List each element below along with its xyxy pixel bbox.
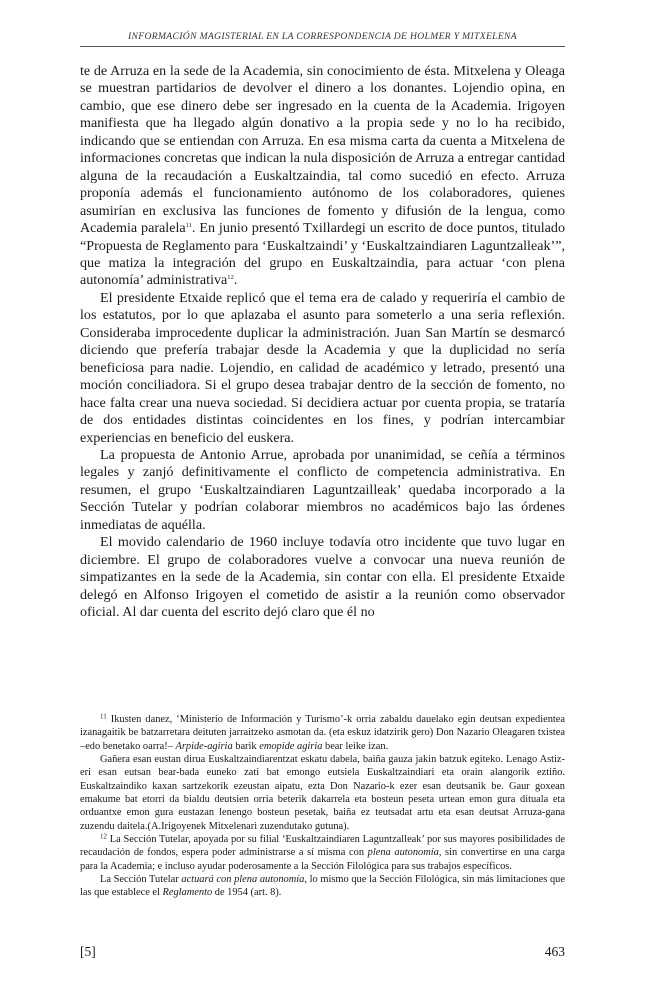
footnote-11-continuation: Gañera esan eustan dirua Euskaltzaindiarentzat eskatu dabela, baiña gauza jakin batzuk egiteko. Lenago Astiz-eri esan eutsan bear-bada euneko zati bat emongo eutsiela Euskaltzaindiari eta orain alangorik eztiño. Euskaltzaindiko kaxan sartzekorik ezeustan aipatu, ezta Don Nazario-k ezer esan deutsanik be. Gaur goxean emakume bat etorri da bialdu deutsien orria beterik dakarrela eta bosteun peseta urtean emon gura dituala eta orduantxe emon gura eustazan lenengo bosteun pesetak, baiña ez teutsadat artu eta esan deutsat Arruza-gana zuzendu daitela.(A.Irigoyenek Mitxelenari zuzendutako gutuna). xyxy=(80,754,565,832)
footnote-12-text-a: La Sección Tutelar, apoyada por su filial ‘Euskaltzaindiaren Laguntzalleak’ por sus mayores posibilidades de recaudación de fondos, espera poder administrarse a sí misma con xyxy=(80,834,565,859)
footnotes xyxy=(80,713,565,900)
footnote-12-continuation xyxy=(80,873,565,900)
footnote-12-number: 12 xyxy=(100,832,107,841)
footnote-11-text-c: bear leike izan. xyxy=(322,740,389,752)
main-text xyxy=(80,63,565,622)
page-number: 463 xyxy=(544,944,565,959)
footnote-11-text-a: Ikusten danez, ‘Ministerio de Información y Turismo’-k orria zabaldu dauelako egin deutsan expedientea izanagaitik be batzarretara deituten jarraitzeko asmotan da. (eta eskuz idatzirik gero) Don Nazario Oleagaren txistea –edo benetako oarra!– xyxy=(80,714,565,752)
paragraph-1-text-b: . En junio presentó Txillardegi un escrito de doce puntos, titulado “Propuesta de Reglamento para ‘Euskaltzaindi’ y ‘Euskaltzaindiaren Laguntzalleak’”, que matiza la integración del grupo en Euskaltzaindia, para actuar ‘con plena autonomía’ administrativa xyxy=(80,220,566,289)
footnote-ref-12[interactable]: 12 xyxy=(227,274,234,282)
footnote-12-cont-text-a: La Sección Tutelar xyxy=(100,874,182,886)
running-head: INFORMACIÓN MAGISTERIAL EN LA CORRESPONDENCIA DE HOLMER Y MITXELENA xyxy=(127,31,518,42)
footnote-12-cont-italic-2: Reglamento xyxy=(162,887,213,899)
footnote-11-text-b: barik xyxy=(232,740,260,752)
paragraph-2: El presidente Etxaide replicó que el tema era de calado y requeriría el cambio de los estatutos, por lo que aplazaba el asunto para someterlo a una seria reflexión. Consideraba improcedente duplicar la administración. Juan San Martín se desmarcó diciendo que prefería trabajar desde la Academia y que la duplicidad no sería beneficiosa para nadie. Lojendio, en calidad de académico y letrado, presentó una moción conciliadora. Si el grupo desea trabajar dentro de la sección de fomento, no hace falta crear una nueva sociedad. Si decidiera actuar por cuenta propia, se trataría de dos entidades distintas coincidentes en los fines, y podrían intercambiar experiencias en beneficio del euskera. xyxy=(80,289,565,446)
paragraph-1-text-a: te de Arruza en la sede de la Academia, sin conocimiento de ésta. Mitxelena y Oleaga se muestran partidarios de devolver el dinero a los donantes. Lojendio opina, en cambio, que ese dinero debe ser ingresado en la cuenta de la Academia. Irigoyen manifiesta que ha llegado algún donativo a la propia sede y no lo ha recibido, indicando que se entiendan con Arruza. En esa misma carta da cuenta a Mitxelena de informaciones concretas que indican la nula disposición de Arruza a entregar cantidad alguna de la recaudación a Euskaltzaindia, tal como sucedió en efecto. Arruza proponía además el funcionamiento autónomo de los colaboradores, quienes asumirían en exclusiva las funciones de fomento y difusión de la lengua, como Academia paralela xyxy=(80,63,565,237)
footnote-11-italic-2: emopide agiria xyxy=(259,740,323,752)
footnote-12-italic-1: plena autonomía xyxy=(367,847,439,859)
footnote-12-cont-text-c: de 1954 (art. 8). xyxy=(212,887,282,899)
footnote-11-italic-1: Arpide-agiria xyxy=(175,740,233,752)
footnote-11-number: 11 xyxy=(100,712,107,721)
paragraph-3: La propuesta de Antonio Arrue, aprobada por unanimidad, se ceñía a términos legales y zanjó definitivamente el conflicto de competencia administrativa. En resumen, el grupo ‘Euskaltzaindiaren Laguntzailleak’ quedaba incorporado a la Sección Tutelar y podrían colaborar miembros no académicos bajo las órdenes inmediatas de aquélla. xyxy=(80,446,565,533)
paragraph-1 xyxy=(80,63,565,290)
footnote-12 xyxy=(80,833,565,873)
folio-marker: [5] xyxy=(80,944,96,959)
header-rule xyxy=(80,46,565,47)
footnote-11 xyxy=(80,713,565,753)
footnote-12-text-b: , sin convertirse en una carga para la Academia; e incluso ayudar poderosamente a la Sección Filológica para sus trabajos específicos. xyxy=(80,847,565,872)
footnote-12-cont-text-b: , lo mismo que la Sección Filológica, sin más limitaciones que las que establece el xyxy=(80,874,565,899)
paragraph-1-text-c: . xyxy=(233,272,238,289)
paragraph-4: El movido calendario de 1960 incluye todavía otro incidente que tuvo lugar en diciembre. El grupo de colaboradores vuelve a convocar una nueva reunión de simpatizantes en la sede de la Academia, sin contar con ella. El presidente Etxaide delegó en Alfonso Irigoyen el cometido de asistir a la reunión como observador oficial. Al dar cuenta del escrito dejó claro que él no xyxy=(80,534,565,621)
footnote-12-cont-italic-1: actuará con plena autonomía xyxy=(181,874,305,886)
footnote-ref-11[interactable]: 11 xyxy=(185,222,192,230)
